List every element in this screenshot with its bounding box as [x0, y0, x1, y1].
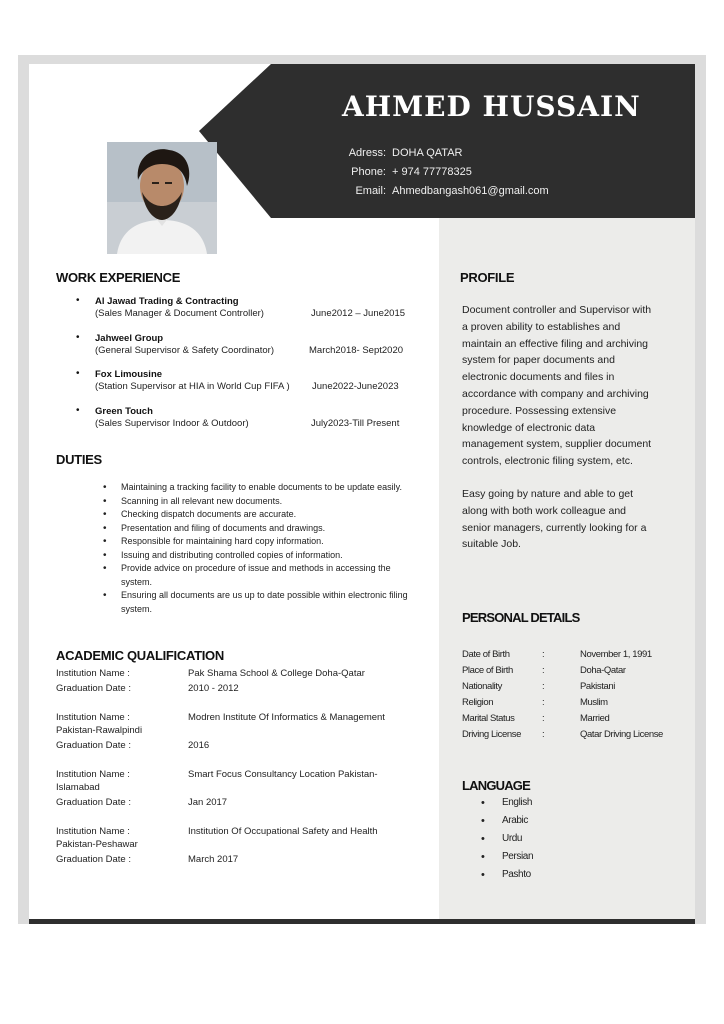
institution-label: Institution Name : Pakistan-Peshawar — [56, 826, 138, 850]
language-item: • Urdu — [481, 830, 533, 848]
work-period: July2023-Till Present — [311, 418, 400, 429]
language-list — [481, 794, 533, 884]
personal-details-heading: PERSONAL DETAILS — [462, 610, 580, 625]
duty-item: • Ensuring all documents are us up to date possible within electronic filing system. — [99, 589, 419, 616]
detail-separator: : — [542, 649, 545, 660]
detail-label: Date of Birth — [462, 649, 510, 660]
email-value: Ahmedbangash061@gmail.com — [392, 185, 549, 197]
institution-name: Modren Institute Of Informatics & Management — [188, 712, 385, 723]
language-heading: LANGUAGE — [462, 778, 530, 793]
bullet-icon: • — [76, 332, 80, 343]
work-role: (Sales Supervisor Indoor & Outdoor) — [95, 418, 249, 429]
detail-label: Driving License — [462, 729, 521, 740]
language-item: • Arabic — [481, 812, 533, 830]
work-role: (Station Supervisor at HIA in World Cup FIFA ) — [95, 381, 290, 392]
detail-value: Qatar Driving License — [580, 729, 663, 740]
detail-label: Place of Birth — [462, 665, 513, 676]
work-role: (General Supervisor & Safety Coordinator) — [95, 345, 274, 356]
language-item: • Pashto — [481, 866, 533, 884]
duty-item: • Maintaining a tracking facility to enable documents to be update easily. — [99, 481, 419, 495]
graduation-label: Graduation Date : — [56, 854, 131, 865]
detail-separator: : — [542, 729, 545, 740]
bullet-icon: • — [76, 295, 80, 306]
graduation-label: Graduation Date : — [56, 740, 131, 751]
duty-item: • Provide advice on procedure of issue and methods in accessing the system. — [99, 562, 419, 589]
language-item: • Persian — [481, 848, 533, 866]
institution-name: Smart Focus Consultancy Location Pakistan- — [188, 769, 378, 780]
language-item: • English — [481, 794, 533, 812]
work-role: (Sales Manager & Document Controller) — [95, 308, 264, 319]
profile-photo — [107, 142, 217, 254]
person-portrait-icon — [107, 142, 217, 254]
graduation-date: 2010 - 2012 — [188, 683, 239, 694]
detail-value: Married — [580, 713, 610, 724]
phone-value: + 974 77778325 — [392, 166, 472, 178]
institution-name: Pak Shama School & College Doha-Qatar — [188, 668, 365, 679]
detail-label: Nationality — [462, 681, 502, 692]
email-line — [342, 185, 549, 197]
detail-label: Marital Status — [462, 713, 515, 724]
detail-separator: : — [542, 713, 545, 724]
work-period: June2012 – June2015 — [311, 308, 406, 319]
work-experience-heading: WORK EXPERIENCE — [56, 270, 181, 285]
profile-paragraph: Easy going by nature and able to get along with both work colleague and senior managers, currently looking for a suitable Job. — [462, 487, 647, 551]
institution-label: Institution Name : Islamabad — [56, 769, 130, 793]
duties-heading: DUTIES — [56, 452, 102, 467]
duty-item: • Issuing and distributing controlled copies of information. — [99, 549, 419, 563]
profile-paragraph: Document controller and Supervisor with a proven ability to establishes and maintain an effective filing and archiving system for paper documents and electronic documents and files in accordance with company and archiving procedure. Possessing extensive knowledge of electronic data management system, supplier document controls, electronic filing system, etc. — [462, 304, 652, 468]
institution-name: Institution Of Occupational Safety and Health — [188, 826, 378, 837]
detail-value: November 1, 1991 — [580, 649, 652, 660]
institution-label: Institution Name : Pakistan-Rawalpindi — [56, 712, 143, 736]
detail-label: Religion — [462, 697, 494, 708]
detail-separator: : — [542, 681, 545, 692]
work-company: Green Touch — [95, 406, 153, 417]
detail-value: Pakistani — [580, 681, 615, 692]
academic-heading: ACADEMIC QUALIFICATION — [56, 648, 224, 663]
resume-page — [29, 64, 695, 919]
profile-text — [462, 302, 652, 553]
work-company: Fox Limousine — [95, 369, 163, 380]
work-period: March2018- Sept2020 — [309, 345, 404, 356]
duty-item: • Presentation and filing of documents and drawings. — [99, 522, 419, 536]
duties-list — [99, 481, 419, 616]
duty-item: • Scanning in all relevant new documents. — [99, 495, 419, 509]
address-line — [342, 147, 463, 159]
graduation-label: Graduation Date : — [56, 797, 131, 808]
detail-value: Doha-Qatar — [580, 665, 626, 676]
institution-label: Institution Name : — [56, 668, 130, 679]
bullet-icon: • — [76, 405, 80, 416]
graduation-date: March 2017 — [188, 854, 239, 865]
duty-item: • Checking dispatch documents are accurate. — [99, 508, 419, 522]
phone-label: Phone: — [351, 166, 386, 178]
graduation-date: 2016 — [188, 740, 210, 751]
work-period: June2022-June2023 — [312, 381, 399, 392]
address-label: Adress: — [348, 147, 386, 159]
duty-item: • Responsible for maintaining hard copy information. — [99, 535, 419, 549]
work-company: Jahweel Group — [95, 333, 164, 344]
email-label: Email: — [355, 185, 386, 197]
detail-separator: : — [542, 697, 545, 708]
detail-separator: : — [542, 665, 545, 676]
candidate-name: AHMED HUSSAIN — [342, 90, 641, 123]
profile-heading: PROFILE — [460, 270, 515, 285]
bullet-icon: • — [76, 368, 80, 379]
work-company: Al Jawad Trading & Contracting — [95, 296, 239, 307]
detail-value: Muslim — [580, 697, 608, 708]
phone-line — [342, 166, 472, 178]
graduation-date: Jan 2017 — [188, 797, 228, 808]
address-value: DOHA QATAR — [392, 147, 463, 159]
graduation-label: Graduation Date : — [56, 683, 131, 694]
